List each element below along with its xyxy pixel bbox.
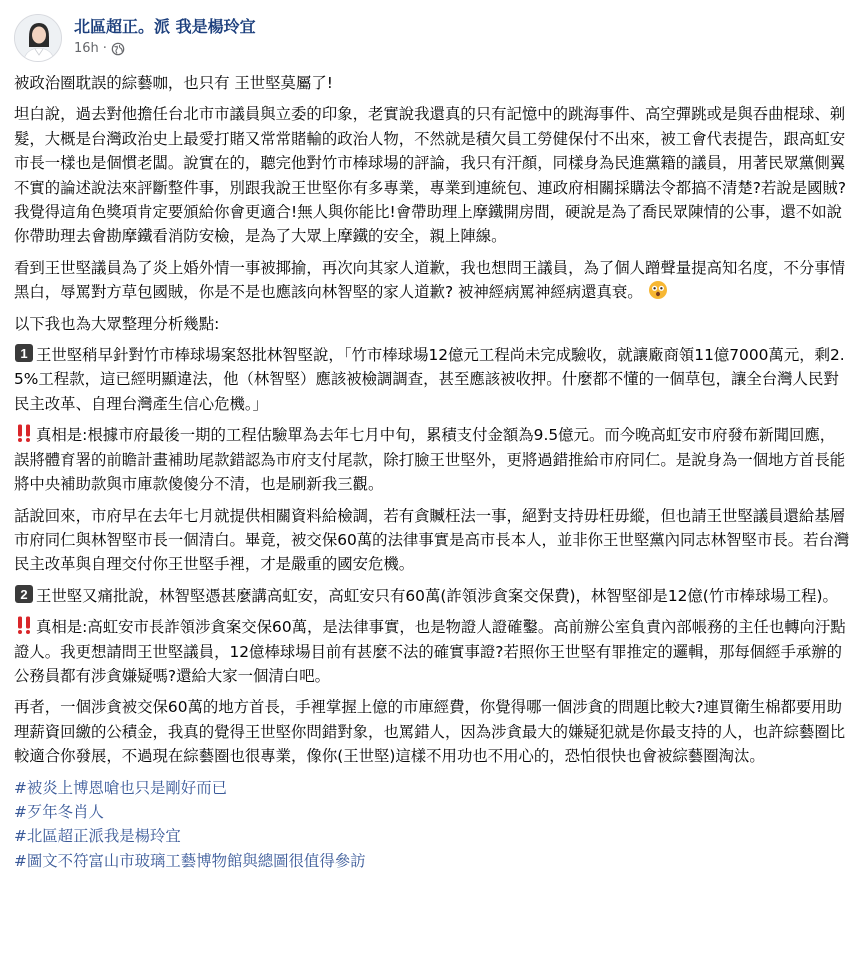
hashtag-link[interactable]: #圖文不符富山市玻璃工藝博物館與總圖很值得參訪 <box>14 851 366 870</box>
hashtag-link[interactable]: #歹年冬肖人 <box>14 802 104 821</box>
dizzy-face-emoji <box>648 280 668 300</box>
hashtag-list <box>14 776 850 874</box>
meta-separator: · <box>102 41 107 56</box>
post-paragraph <box>14 343 850 416</box>
keycap-2-icon <box>14 584 34 604</box>
keycap-label: 1 <box>20 346 28 362</box>
post-timestamp[interactable]: 16h <box>74 41 99 56</box>
post-paragraph <box>14 584 850 608</box>
post-paragraph <box>14 615 850 688</box>
post-paragraph <box>14 423 850 496</box>
post-paragraph: 再者，一個涉貪被交保60萬的地方首長，手裡掌握上億的市庫經費，你覺得哪一個涉貪的問題比較大?連買衛生棉都要用助理薪資回繳的公積金，我真的覺得王世堅你問錯對象，也罵錯人，因為涉貪最大的嫌疑犯就是你最支持的人，也許綜藝圈比較適合你發展，不過現在綜藝圈也很專業，像你(王世堅)這樣不用功也不用心的，恐怕很快也會被綜藝圈淘汰。 <box>14 698 846 766</box>
post-paragraph-text: 王世堅稍早針對竹市棒球場案怒批林智堅說，「竹市棒球場12億元工程尚未完成驗收，就讓廠商領11億7000萬元，剩2.5%工程款，這已經明顯違法，他（林智堅）應該被檢調調查，甚至應該被收押。什麼都不懂的一個草包，讓全台灣人民對民主改革、自理台灣產生信心危機。」 <box>14 346 845 413</box>
post-paragraph-text: 真相是:高虹安市長詐領涉貪案交保60萬，是法律事實，也是物證人證確鑿。高前辦公室負責內部帳務的主任也轉向汙點證人。我更想請問王世堅議員，12億棒球場目前有甚麼不法的確實事證?若照你王世堅有罪推定的邏輯，那每個經手承辦的公務員都有涉貪嫌疑嗎?還給大家一個清白吧。 <box>14 618 846 685</box>
post-paragraph: 坦白說，過去對他擔任台北市市議員與立委的印象，老實說我還真的只有記憶中的跳海事件、高空彈跳或是與吞曲棍球、剃髮，大概是台灣政治史上最愛打賭又常常賭輸的政治人物，不然就是積欠員工勞健保付不出來，被工會代表提告，跟高虹安市長一樣也是個慣老闆。說實在的，聽完他對竹市棒球場的評論，我只有汗顏，同樣身為民進黨籍的議員，用著民眾黨側翼不實的論述說法來評斷整件事，別跟我說王世堅你有多專業，專業到連統包、連政府相關採購法令都搞不清楚?若說是國賊?我覺得這角色獎項肯定要頒給你會更適合!無人與你能比!會帶助理上摩鐵開房間，硬說是為了喬民眾陳情的公事，還不如說你帶助理去會勘摩鐵看消防安檢，是為了大眾上摩鐵的安全，親上陣線。 <box>14 105 847 246</box>
hashtag-link[interactable]: #北區超正派我是楊玲宜 <box>14 827 181 846</box>
keycap-label: 2 <box>20 586 28 602</box>
post-paragraph-text: 真相是:根據市府最後一期的工程估驗單為去年七月中旬，累積支付金額為9.5億元。而今晚高虹安市府發布新聞回應，誤將體育署的前瞻計畫補助尾款錯認為市府支付尾款，除打臉王世堅外，更將過錯推給市府同仁。是說身為一個地方首長能將中央補助款與市庫款傻傻分不清，也是刷新我三觀。 <box>14 426 846 494</box>
post-body <box>14 71 850 873</box>
double-exclamation-icon <box>14 423 34 443</box>
post-paragraph-text: 看到王世堅議員為了炎上婚外情一事被揶揄，再次向其家人道歉，我也想問王議員，為了個人蹭聲量提高知名度，不分事情黑白，辱罵對方草包國賊，你是不是也應該向林智堅的家人道歉? 被神經病罵神經病還真衰。 <box>14 258 846 302</box>
hashtag-link[interactable]: #被炎上博恩嗆也只是剛好而已 <box>14 778 227 797</box>
post-header <box>14 12 846 64</box>
avatar[interactable] <box>14 14 62 62</box>
post-paragraph <box>14 256 850 305</box>
post-paragraph-text: 王世堅又痛批說，林智堅憑甚麼講高虹安，高虹安只有60萬(詐領涉貪案交保費)，林智堅卻是12億(竹市棒球場工程)。 <box>36 586 838 605</box>
post-paragraph: 話說回來，市府早在去年七月就提供相關資料給檢調，若有貪贓枉法一事，絕對支持毋枉毋縱，但也請王世堅議員還給基層市府同仁與林智堅市長一個清白。畢竟，被交保60萬的法律事實是高市長本人，並非你王世堅黨內同志林智堅市長。若台灣民主改革與自理交付你王世堅手裡，才是嚴重的國安危機。 <box>14 506 850 574</box>
profile-photo <box>15 15 62 62</box>
keycap-1-icon <box>14 343 34 363</box>
post-meta <box>74 41 125 56</box>
page-name-link[interactable]: 北區超正。派 我是楊玲宜 <box>74 17 256 36</box>
globe-icon[interactable] <box>111 42 125 56</box>
post-paragraph: 以下我也為大眾整理分析幾點: <box>14 314 220 333</box>
post-paragraph: 被政治圈耽誤的綜藝咖，也只有 王世堅莫屬了! <box>14 74 333 92</box>
double-exclamation-icon <box>14 615 34 635</box>
